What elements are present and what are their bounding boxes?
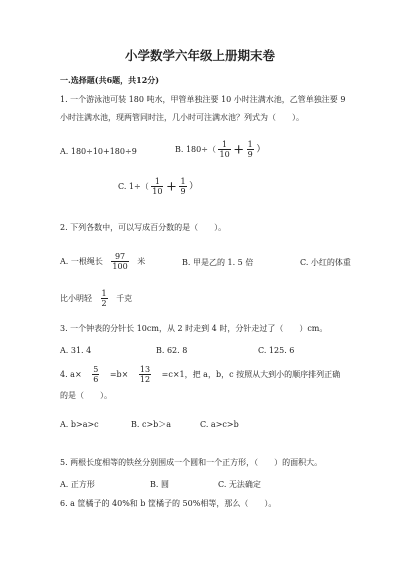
q1-c-fraction-2: $\frac{1}{9}$: [180, 177, 186, 196]
q2-a-prefix: A. 一根绳长: [60, 257, 103, 266]
q2-option-c-continued: [60, 290, 132, 308]
q1-c-prefix: C. 1÷（: [118, 182, 149, 191]
q2-a-fraction: $\frac{97}{100}$: [112, 252, 128, 271]
q1-b-fraction-1: $\frac{1}{10}$: [219, 140, 230, 159]
q1-stem-line2: 小时注满水池，现两管同时注，几小时可注满水池？列式为（ ）。: [60, 113, 304, 122]
q4-part-3: =c×1，把 a，b，c 按照从大到小的顺序排列正确: [161, 370, 341, 379]
q4-part-1: 4. a×: [60, 370, 82, 379]
q4-stem-line1: [60, 366, 340, 384]
q1-b-fraction-2: $\frac{1}{9}$: [247, 140, 253, 159]
q4-fraction-1: $\frac{5}{6}$: [93, 365, 99, 384]
q2-a-suffix: 米: [137, 257, 146, 266]
q4-part-2: =b×: [109, 370, 129, 379]
q1-option-a: A. 180÷10+180÷9: [60, 147, 137, 156]
q1-b-suffix: ）: [256, 144, 266, 155]
q6-stem: 6. a 筐橘子的 40%和 b 筐橘子的 50%相等，那么（ ）。: [60, 499, 277, 508]
q4-fraction-2: $\frac{13}{12}$: [139, 365, 151, 384]
q4-option-b: B. c>b＞a: [131, 420, 172, 429]
q3-option-a: A. 31. 4: [60, 346, 92, 355]
q1-stem-line1: 1. 一个游泳池可装 180 吨水，甲管单独注要 10 小时注满水池，乙管单独注要 9: [60, 95, 346, 104]
q2-option-a: [60, 253, 145, 271]
q4-option-a: A. b>a>c: [60, 420, 99, 429]
q2-option-c: C. 小红的体重: [300, 258, 351, 267]
q1-b-prefix: B. 180÷（: [175, 145, 216, 154]
q2-stem: 2. 下列各数中，可以写成百分数的是（ ）。: [60, 223, 227, 232]
q4-stem-line2: 的是（ ）。: [60, 391, 112, 400]
q1-c-suffix: ）: [189, 181, 199, 192]
q2-c2-prefix: 比小明轻: [60, 294, 92, 303]
q2-option-b: B. 甲是乙的 1. 5 倍: [182, 258, 254, 267]
q3-stem: 3. 一个钟表的分针长 10cm，从 2 时走到 4 时，分针走过了（ ）cm。: [60, 324, 328, 333]
page-title: 小学数学六年级上册期末卷: [124, 48, 275, 63]
q3-option-c: C. 125. 6: [258, 346, 295, 355]
q5-option-c: C. 无法确定: [218, 480, 261, 489]
q5-option-b: B. 圆: [150, 480, 169, 489]
q5-stem: 5. 两根长度相等的铁丝分别围成一个圆和一个正方形，（ ）的面积大。: [60, 458, 323, 467]
q3-option-b: B. 62. 8: [156, 346, 188, 355]
q1-b-plus: +: [233, 142, 245, 158]
q1-c-fraction-1: $\frac{1}{10}$: [152, 177, 163, 196]
q4-option-c: C. a>c>b: [200, 420, 239, 429]
q1-c-plus: +: [166, 179, 177, 195]
q1-option-c: [118, 178, 198, 196]
section-heading: 一.选择题(共6题，共12分): [60, 75, 160, 85]
q1-option-b: [175, 141, 265, 159]
q2-c2-suffix: 千克: [116, 294, 133, 303]
q5-option-a: A. 正方形: [60, 480, 95, 489]
q2-c2-fraction: $\frac{1}{2}$: [101, 289, 107, 308]
